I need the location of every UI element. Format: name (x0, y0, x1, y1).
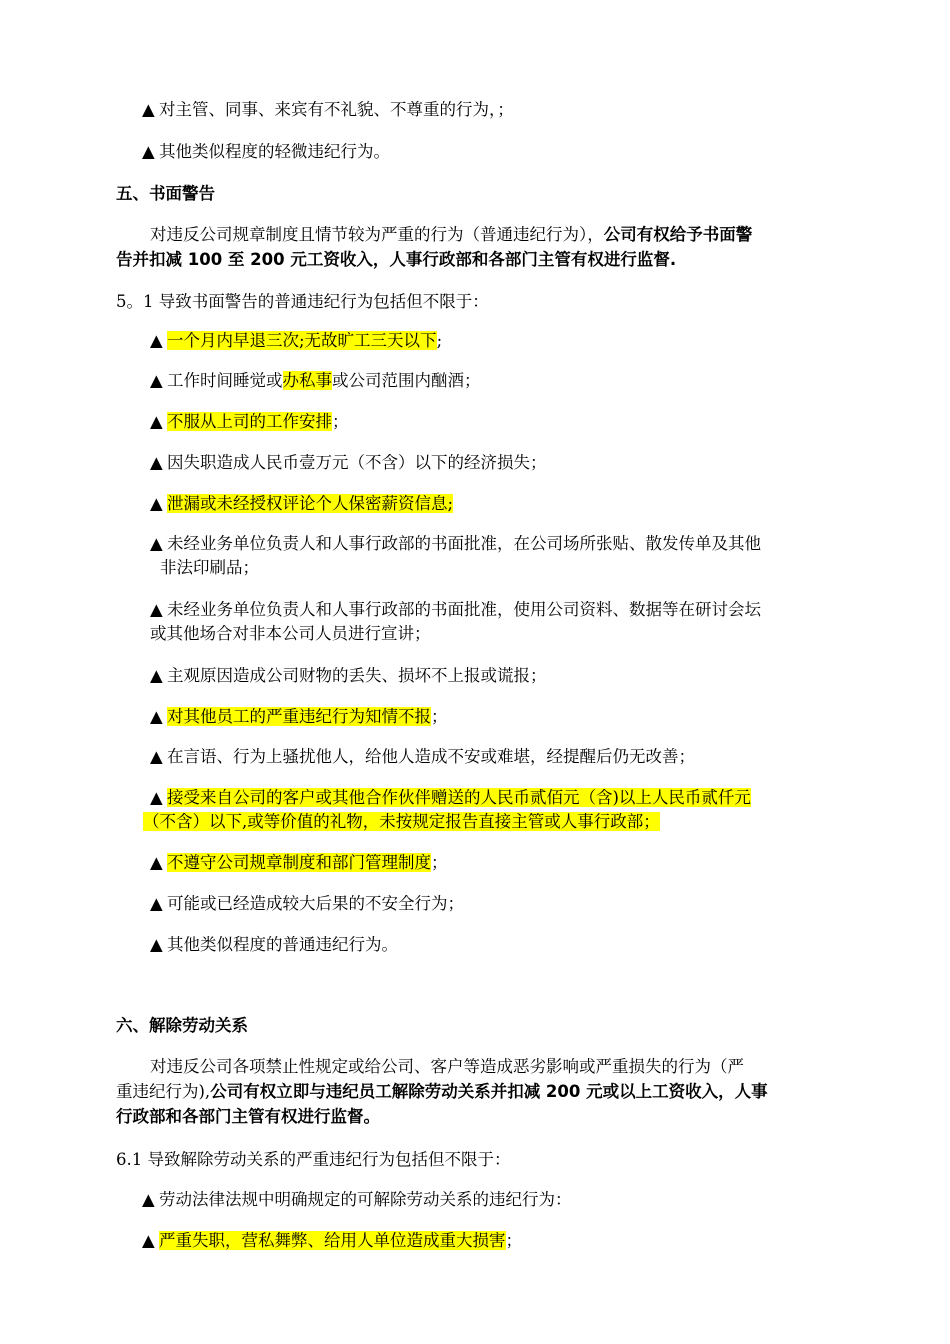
list-item-continuation: （不含）以下,或等价值的礼物，未按规定报告直接主管或人事行政部； (143, 812, 660, 831)
section-heading-6: 六、解除劳动关系 (116, 1016, 248, 1035)
triangle-bullet-icon: ▲ (142, 142, 155, 161)
subsection-heading-5-1: 5。1 导致书面警告的普通违纪行为包括但不限于： (116, 292, 489, 311)
triangle-bullet-icon: ▲ (150, 747, 163, 766)
list-item: ▲ 劳动法律法规中明确规定的可解除劳动关系的违纪行为： (142, 1188, 572, 1212)
list-item: ▲ 接受来自公司的客户或其他合作伙伴赠送的人民币贰佰元（含)以上人民币贰仟元 (150, 786, 751, 810)
list-item: ▲ 不服从上司的工作安排； (150, 410, 349, 434)
triangle-bullet-icon: ▲ (150, 494, 163, 513)
triangle-bullet-icon: ▲ (142, 1231, 155, 1250)
triangle-bullet-icon: ▲ (150, 707, 163, 726)
list-item: ▲ 未经业务单位负责人和人事行政部的书面批准，使用公司资料、数据等在研讨会坛 (150, 598, 761, 622)
triangle-bullet-icon: ▲ (150, 935, 163, 954)
list-item: ▲ 其他类似程度的轻微违纪行为。 (142, 140, 390, 164)
triangle-bullet-icon: ▲ (142, 1190, 155, 1209)
list-item: ▲ 泄漏或未经授权评论个人保密薪资信息; (150, 492, 453, 516)
triangle-bullet-icon: ▲ (150, 853, 163, 872)
paragraph-line: 对违反公司规章制度且情节较为严重的行为（普通违纪行为），公司有权给予书面警 (150, 225, 753, 244)
list-item: ▲ 对其他员工的严重违纪行为知情不报； (150, 705, 448, 729)
list-item: ▲ 在言语、行为上骚扰他人，给他人造成不安或难堪，经提醒后仍无改善； (150, 745, 695, 769)
list-item: ▲ 对主管、同事、来宾有不礼貌、不尊重的行为，； (142, 98, 514, 122)
list-item: ▲ 因失职造成人民币壹万元（不含）以下的经济损失； (150, 451, 547, 475)
subsection-heading-6-1: 6.1 导致解除劳动关系的严重违纪行为包括但不限于： (116, 1150, 511, 1169)
triangle-bullet-icon: ▲ (150, 788, 163, 807)
triangle-bullet-icon: ▲ (150, 666, 163, 685)
triangle-bullet-icon: ▲ (142, 100, 155, 119)
paragraph-line: 重违纪行为),公司有权立即与违纪员工解除劳动关系并扣减 200 元或以上工资收入，人事 (116, 1082, 768, 1101)
triangle-bullet-icon: ▲ (150, 534, 163, 553)
list-item-continuation: 非法印刷品； (160, 558, 259, 577)
triangle-bullet-icon: ▲ (150, 894, 163, 913)
section-heading-5: 五、书面警告 (116, 184, 215, 203)
list-item: ▲ 严重失职，营私舞弊、给用人单位造成重大损害； (142, 1229, 522, 1253)
list-item: ▲ 不遵守公司规章制度和部门管理制度； (150, 851, 448, 875)
triangle-bullet-icon: ▲ (150, 453, 163, 472)
list-item-continuation: 或其他场合对非本公司人员进行宣讲； (150, 624, 431, 643)
triangle-bullet-icon: ▲ (150, 600, 163, 619)
list-item: ▲ 主观原因造成公司财物的丢失、损坏不上报或谎报； (150, 664, 547, 688)
triangle-bullet-icon: ▲ (150, 371, 163, 390)
list-item: ▲ 一个月内早退三次;无故旷工三天以下; (150, 329, 442, 353)
triangle-bullet-icon: ▲ (150, 412, 163, 431)
paragraph-line: 对违反公司各项禁止性规定或给公司、客户等造成恶劣影响或严重损失的行为（严 (150, 1057, 744, 1076)
list-item: ▲ 未经业务单位负责人和人事行政部的书面批准，在公司场所张贴、散发传单及其他 (150, 532, 761, 556)
list-item: ▲ 工作时间睡觉或办私事或公司范围内酗酒； (150, 369, 481, 393)
paragraph-line: 告并扣减 100 至 200 元工资收入，人事行政部和各部门主管有权进行监督. (116, 250, 677, 269)
triangle-bullet-icon: ▲ (150, 331, 163, 350)
list-item: ▲ 可能或已经造成较大后果的不安全行为； (150, 892, 464, 916)
list-item: ▲ 其他类似程度的普通违纪行为。 (150, 933, 398, 957)
paragraph-line: 行政部和各部门主管有权进行监督。 (116, 1107, 380, 1126)
